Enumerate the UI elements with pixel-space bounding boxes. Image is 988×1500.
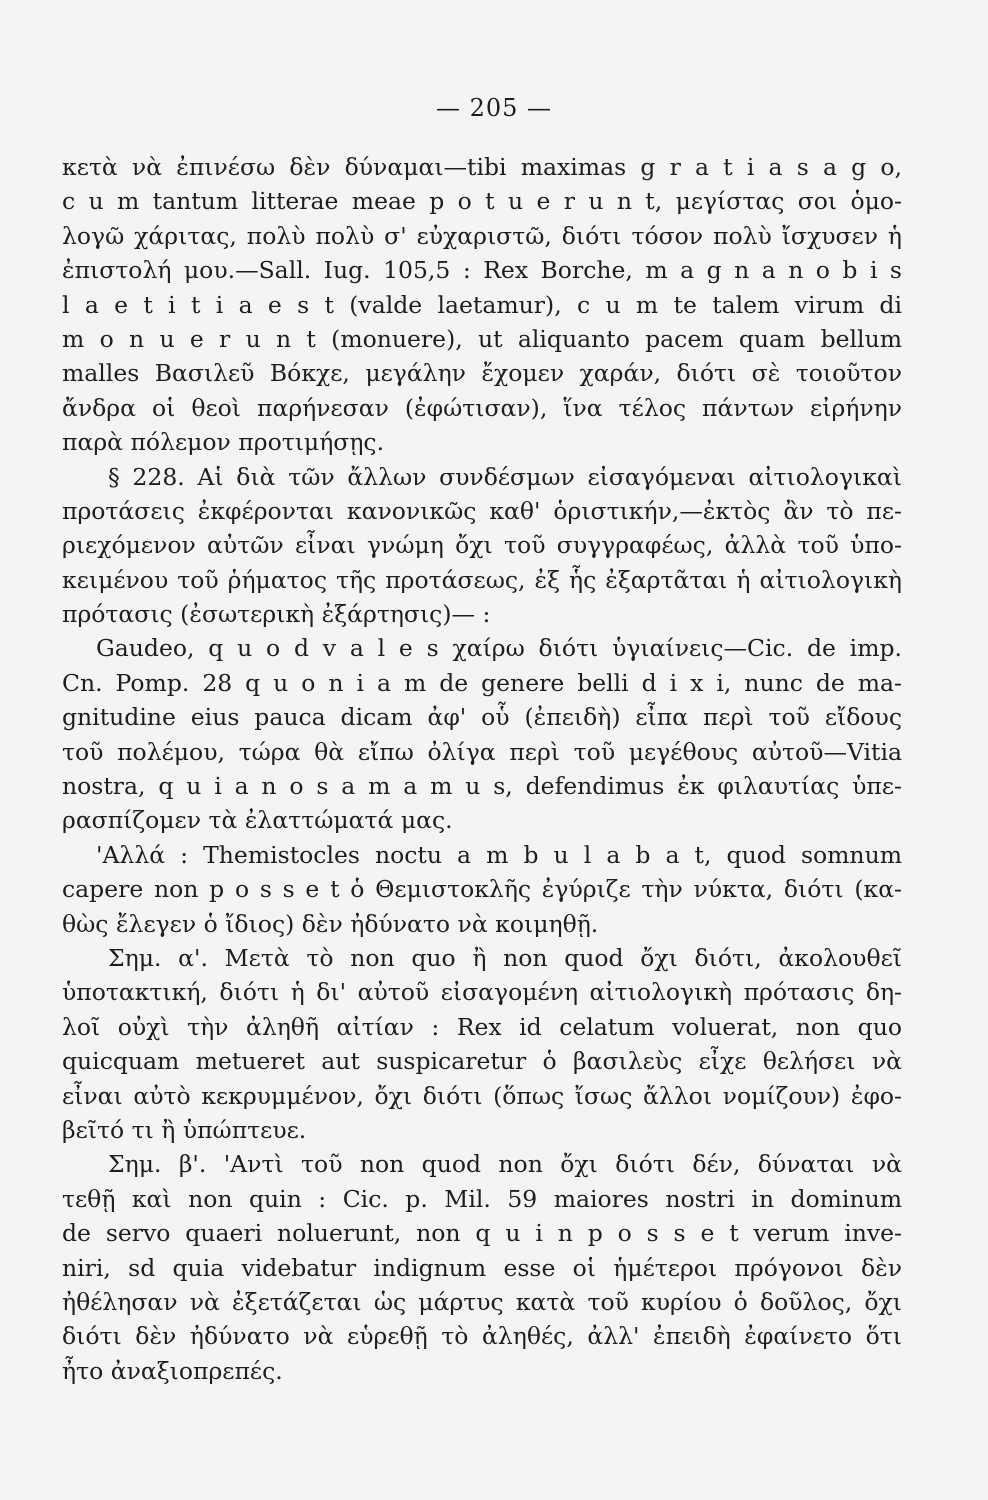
text-line: ἐπιστολή μου.—Sall. Iug. 105,5 : Rex Borche, m a g n a n o b i s — [62, 256, 902, 285]
text-line: λοῖ οὐχὶ τὴν ἀληθῆ αἰτίαν : Rex id celatum voluerat, non quo — [62, 1012, 902, 1041]
text-line: niri, sd quia videbatur indignum esse οἱ ἡμέτεροι πρόγονοι δὲν — [62, 1253, 902, 1282]
text-line: ριεχόμενον αὐτῶν εἶναι γνώμη ὄχι τοῦ συγγραφέως, ἀλλὰ τοῦ ὑπο- — [62, 531, 902, 560]
text-line: ὑποτακτική, διότι ἡ δι' αὐτοῦ εἰσαγομένη αἰτιολογικὴ πρότασις δη- — [62, 978, 902, 1007]
section-heading-line: § 228. Αἱ διὰ τῶν ἄλλων συνδέσμων εἰσαγόμεναι αἰτιολογικαὶ — [108, 462, 902, 491]
text-line: l a e t i t i a e s t (valde laetamur), c u m te talem virum di — [62, 290, 902, 319]
text-line: ἄνδρα οἱ θεοὶ παρήνεσαν (ἐφώτισαν), ἵνα τέλος πάντων εἰρήνην — [62, 393, 902, 422]
text-line: 'Αλλά : Themistocles noctu a m b u l a b a t, quod somnum — [96, 840, 902, 869]
text-line: τοῦ πολέμου, τώρα θὰ εἴπω ὀλίγα περὶ τοῦ μεγέθους αὐτοῦ—Vitia — [62, 737, 902, 766]
text-line: c u m tantum litterae meae p o t u e r u n t, μεγίστας σοι ὁμο- — [62, 187, 902, 216]
text-line: λογῶ χάριτας, πολὺ πολὺ σ' εὐχαριστῶ, διότι τόσον πολὺ ἴσχυσεν ἡ — [62, 221, 902, 250]
text-line: προτάσεις ἐκφέρονται κανονικῶς καθ' ὁριστικήν,—ἐκτὸς ἂν τὸ πε- — [62, 496, 902, 525]
text-line: malles Βασιλεῦ Βόκχε, μεγάλην ἔχομεν χαράν, διότι σὲ τοιοῦτον — [62, 359, 902, 388]
text-line: εἶναι αὐτὸ κεκρυμμένον, ὄχι διότι (ὅπως ἴσως ἄλλοι νομίζουν) ἐφο- — [62, 1081, 902, 1110]
text-line: κετὰ νὰ ἐπινέσω δὲν δύναμαι—tibi maximas g r a t i a s a g o, — [62, 153, 902, 181]
text-line: θὼς ἔλεγεν ὁ ἴδιος) δὲν ἠδύνατο νὰ κοιμηθῇ. — [62, 909, 599, 938]
text-line: quicquam metueret aut suspicaretur ὁ βασιλεὺς εἶχε θελήσει νὰ — [62, 1047, 902, 1076]
page-number: — 205 — — [435, 94, 553, 122]
body-text — [62, 150, 902, 1388]
note-line: Σημ. β'. 'Αντὶ τοῦ non quod non ὄχι διότι δέν, δύναται νὰ — [108, 1150, 902, 1179]
text-line: capere non p o s s e t ὁ Θεμιστοκλῆς ἐγύριζε τὴν νύκτα, διότι (κα- — [62, 875, 902, 904]
text-line: Gaudeo, q u o d v a l e s χαίρω διότι ὑγιαίνεις—Cic. de imp. — [96, 634, 902, 663]
text-line: ρασπίζομεν τὰ ἐλαττώματά μας. — [62, 806, 453, 835]
text-line: de servo quaeri noluerunt, non q u i n p o s s e t verum inve- — [62, 1219, 902, 1248]
text-line: m o n u e r u n t (monuere), ut aliquanto pacem quam bellum — [62, 324, 902, 353]
text-line: βεῖτό τι ἢ ὑπώπτευε. — [62, 1115, 307, 1144]
text-line: gnitudine eius pauca dicam ἀφ' οὗ (ἐπειδὴ) εἶπα περὶ τοῦ εἴδους — [62, 703, 902, 732]
text-line: nostra, q u i a n o s a m a m u s, defendimus ἐκ φιλαυτίας ὑπε- — [62, 772, 902, 801]
text-line: ἦτο ἀναξιοπρεπές. — [62, 1356, 283, 1385]
text-line: ἠθέλησαν νὰ ἐξετάζεται ὡς μάρτυς κατὰ τοῦ κυρίου ὁ δοῦλος, ὄχι — [62, 1287, 902, 1316]
text-line: πρότασις (ἐσωτερικὴ ἐξάρτησις)— : — [62, 600, 491, 629]
note-line: Σημ. α'. Μετὰ τὸ non quo ἢ non quod ὄχι διότι, ἀκολουθεῖ — [108, 943, 902, 972]
text-line: κειμένου τοῦ ῥήματος τῆς προτάσεως, ἐξ ἧς ἐξαρτᾶται ἡ αἰτιολογικὴ — [62, 565, 902, 594]
text-line: Cn. Pomp. 28 q u o n i a m de genere belli d i x i, nunc de ma- — [62, 668, 902, 697]
text-line: διότι δὲν ἠδύνατο νὰ εὑρεθῇ τὸ ἀληθές, ἀλλ' ἐπειδὴ ἐφαίνετο ὅτι — [62, 1322, 902, 1351]
text-line: τεθῇ καὶ non quin : Cic. p. Mil. 59 maiores nostri in dominum — [62, 1184, 902, 1213]
text-line: παρὰ πόλεμον προτιμήσῃς. — [62, 428, 385, 457]
